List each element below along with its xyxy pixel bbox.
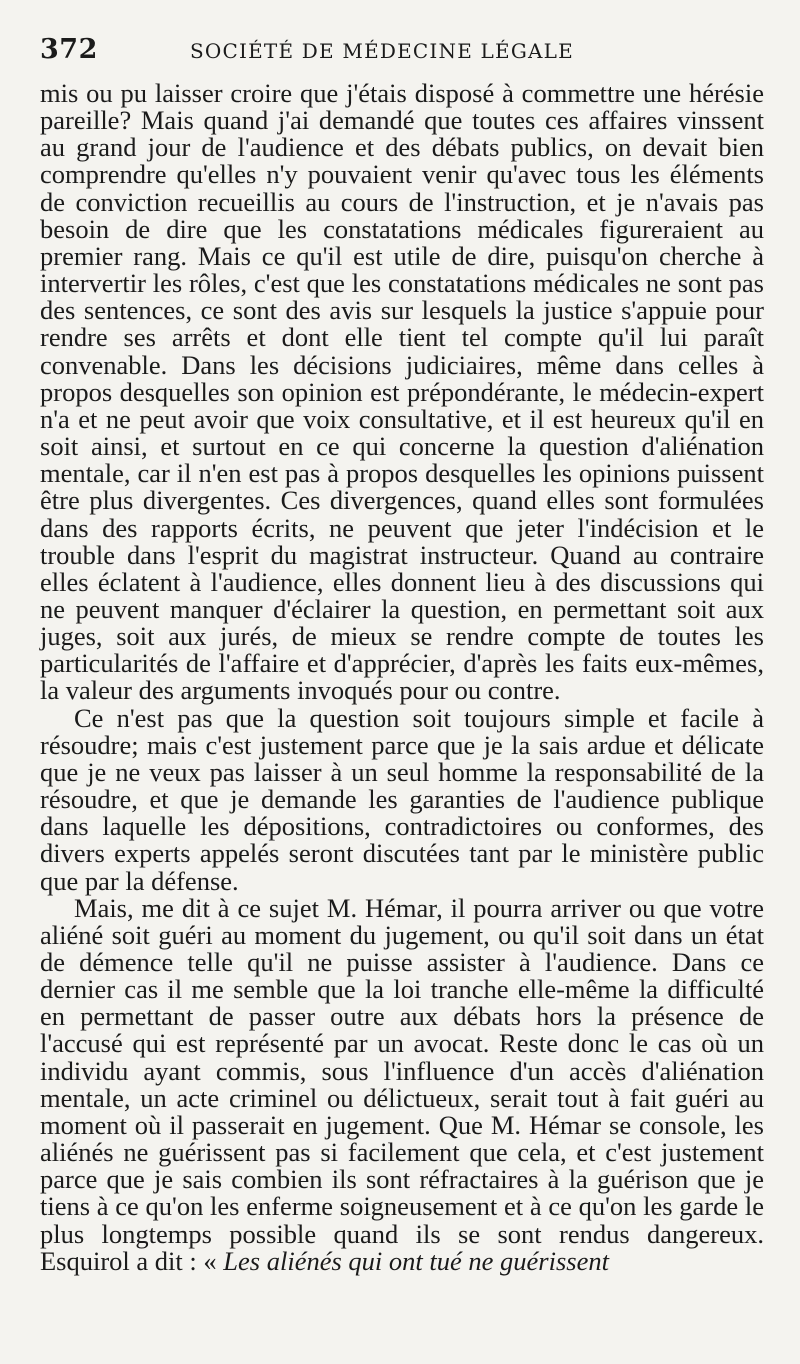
running-head: SOCIÉTÉ DE MÉDECINE LÉGALE: [190, 39, 574, 63]
paragraph-3: [40, 892, 764, 1276]
page-number: 372: [40, 34, 98, 65]
paragraph-1: mis ou pu laisser croire que j'étais disposé à commettre une hérésie pareille? Mais quand j'ai demandé que toutes ces affaires vinssent au grand jour de l'audience et des débats publics, on devait bien comprendre qu'elles n'y pouvaient venir qu'avec tous les éléments de conviction recueillis au cours de l'instruction, et je n'avais pas besoin de dire que les constatations médicales figureraient au premier rang. Mais ce qu'il est utile de dire, puisqu'on cherche à intervertir les rôles, c'est que les constatations médicales ne sont pas des sentences, ce sont des avis sur lesquels la justice s'appuie pour rendre ses arrêts et dont elle tient tel compte qu'il lui paraît convenable. Dans les décisions judiciaires, même dans celles à propos desquelles son opinion est prépondérante, le médecin-expert n'a et ne peut avoir que voix consultative, et il est heureux qu'il en soit ainsi, et surtout en ce qui concerne la question d'aliénation mentale, car il n'en est pas à propos desquelles les opinions puissent être plus divergentes. Ces divergences, quand elles sont formulées dans des rapports écrits, ne peuvent que jeter l'indécision et le trouble dans l'esprit du magistrat instructeur. Quand au contraire elles éclatent à l'audience, elles donnent lieu à des discussions qui ne peuvent manquer d'éclairer la question, en permettant soit aux juges, soit aux jurés, de mieux se rendre compte de toutes les particularités de l'affaire et d'apprécier, d'après les faits eux-mêmes, la valeur des arguments invoqués pour ou contre.: [40, 78, 764, 706]
paragraph-2: Ce n'est pas que la question soit toujours simple et facile à résoudre; mais c'est justement parce que je la sais ardue et délicate que je ne veux pas laisser à un seul homme la responsabilité de la résoudre, et que je demande les garanties de l'audience publique dans laquelle les dépositions, contradictoires ou conformes, des divers experts appelés seront discutées tant par le ministère public que par la défense.: [40, 702, 764, 896]
body-text: [40, 80, 764, 1275]
page-header: [40, 34, 764, 80]
esquirol-quote: Les aliénés qui ont tué ne guérissent: [223, 1245, 609, 1276]
paragraph-3-text: Mais, me dit à ce sujet M. Hémar, il pourra arriver ou que votre aliéné soit guéri au moment du jugement, ou qu'il soit dans un état de démence telle qu'il ne puisse assister à l'audience. Dans ce dernier cas il me semble que la loi tranche elle-même la difficulté en permettant de passer outre aux débats hors la présence de l'accusé qui est représenté par un avocat. Reste donc le cas où un individu ayant commis, sous l'influence d'un accès d'aliénation mentale, un acte criminel ou délictueux, serait tout à fait guéri au moment où il passerait en jugement. Que M. Hémar se console, les aliénés ne guérissent pas si facilement que cela, et c'est justement parce que je sais combien ils sont réfractaires à la guérison que je tiens à ce qu'on les enferme soigneusement et à ce qu'on les garde le plus longtemps possible quand ils se sont rendus dangereux. Esquirol a dit : «: [40, 892, 764, 1276]
